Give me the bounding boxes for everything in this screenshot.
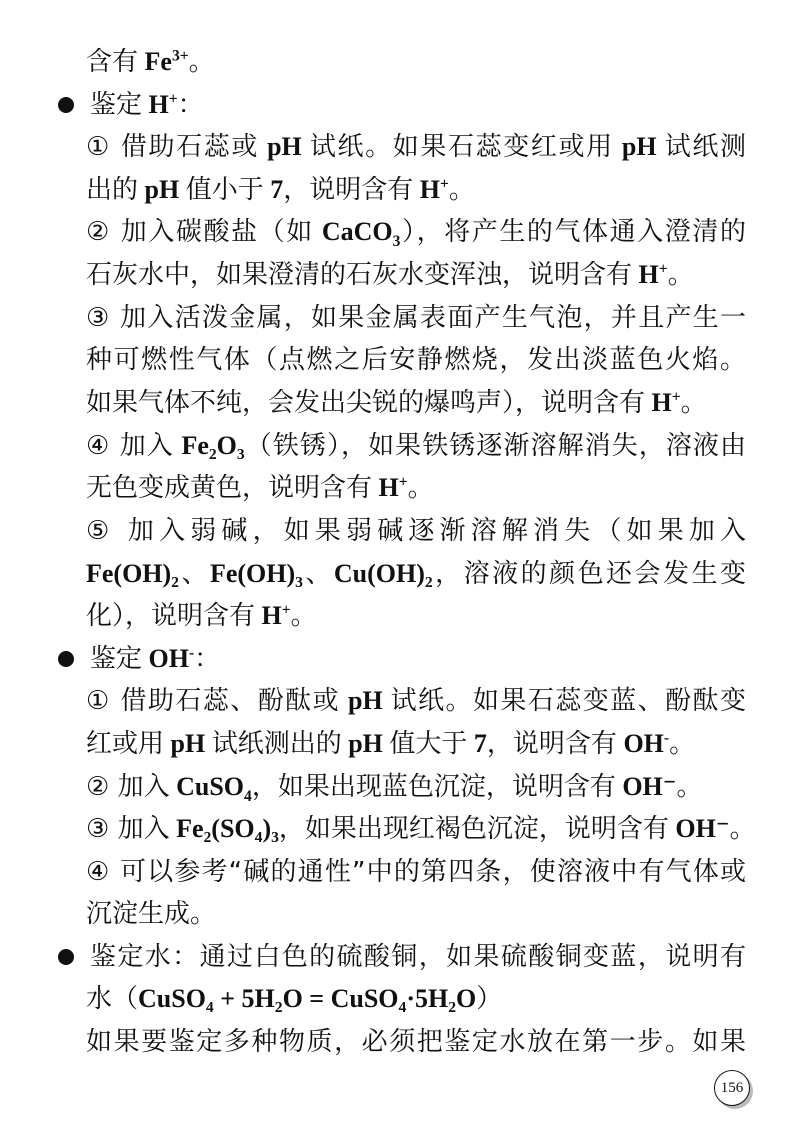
page-number: 156	[714, 1070, 750, 1106]
text-line: 鉴定 OH-：	[90, 644, 221, 674]
text-line: ① 借助石蕊或 pH 试纸。如果石蕊变红或用 pH 试纸测	[86, 132, 746, 162]
text-line: ① 借助石蕊、酚酞或 pH 试纸。如果石蕊变蓝、酚酞变	[86, 686, 746, 716]
text-line: ② 加入 CuSO$_4$，如果出现蓝色沉淀，说明含有 OH⁻。	[86, 772, 703, 806]
text-line: 无色变成黄色，说明含有 H+。	[86, 473, 434, 503]
text-line: 沉淀生成。	[86, 899, 217, 929]
text-line: 含有 $Fe^{3+}$。	[86, 47, 215, 77]
text-line: ④ 加入 Fe₂O₃（铁锈），如果铁锈逐渐溶解消失，溶液由	[86, 431, 746, 461]
text-line: ⑤ 加入弱碱，如果弱碱逐渐溶解消失（如果加入	[86, 516, 747, 546]
text-line: Fe(OH)₂、Fe(OH)₃、Cu(OH)₂，溶液的颜色还会发生变	[86, 559, 746, 589]
text-line: 红或用 pH 试纸测出的 pH 值大于 7，说明含有 OH-。	[86, 729, 696, 759]
bullet-icon	[58, 97, 74, 113]
text-line: 鉴定水：通过白色的硫酸铜，如果硫酸铜变蓝，说明有	[90, 942, 746, 972]
text-line: 如果气体不纯，会发出尖锐的爆鸣声），说明含有 H+。	[86, 388, 707, 418]
text-line: ② 加入碳酸盐（如 CaCO$_3$），将产生的气体通入澄清的	[86, 217, 746, 251]
bullet-icon	[58, 651, 74, 667]
text-line: 种可燃性气体（点燃之后安静燃烧，发出淡蓝色火焰。	[86, 345, 746, 375]
bullet-icon	[58, 949, 74, 965]
text-line: ③ 加入 Fe₂(SO₄)₃，如果出现红褐色沉淀，说明含有 OH⁻。	[86, 814, 756, 844]
text-line: 鉴定 H+：	[90, 90, 204, 120]
text-line: 出的 pH 值小于 7，说明含有 H+。	[86, 175, 475, 205]
text-line: ④ 可以参考“碱的通性”中的第四条，使溶液中有气体或	[86, 857, 747, 887]
text-line: ③ 加入活泼金属，如果金属表面产生气泡，并且产生一	[86, 303, 746, 333]
text-line: 如果要鉴定多种物质，必须把鉴定水放在第一步。如果	[86, 1027, 746, 1057]
text-line: 水（CuSO₄ + 5H₂O = CuSO₄·5H₂O）	[86, 984, 503, 1014]
text-line: 化），说明含有 H+。	[86, 601, 317, 631]
text-line: 石灰水中，如果澄清的石灰水变浑浊，说明含有 H+。	[86, 260, 694, 290]
